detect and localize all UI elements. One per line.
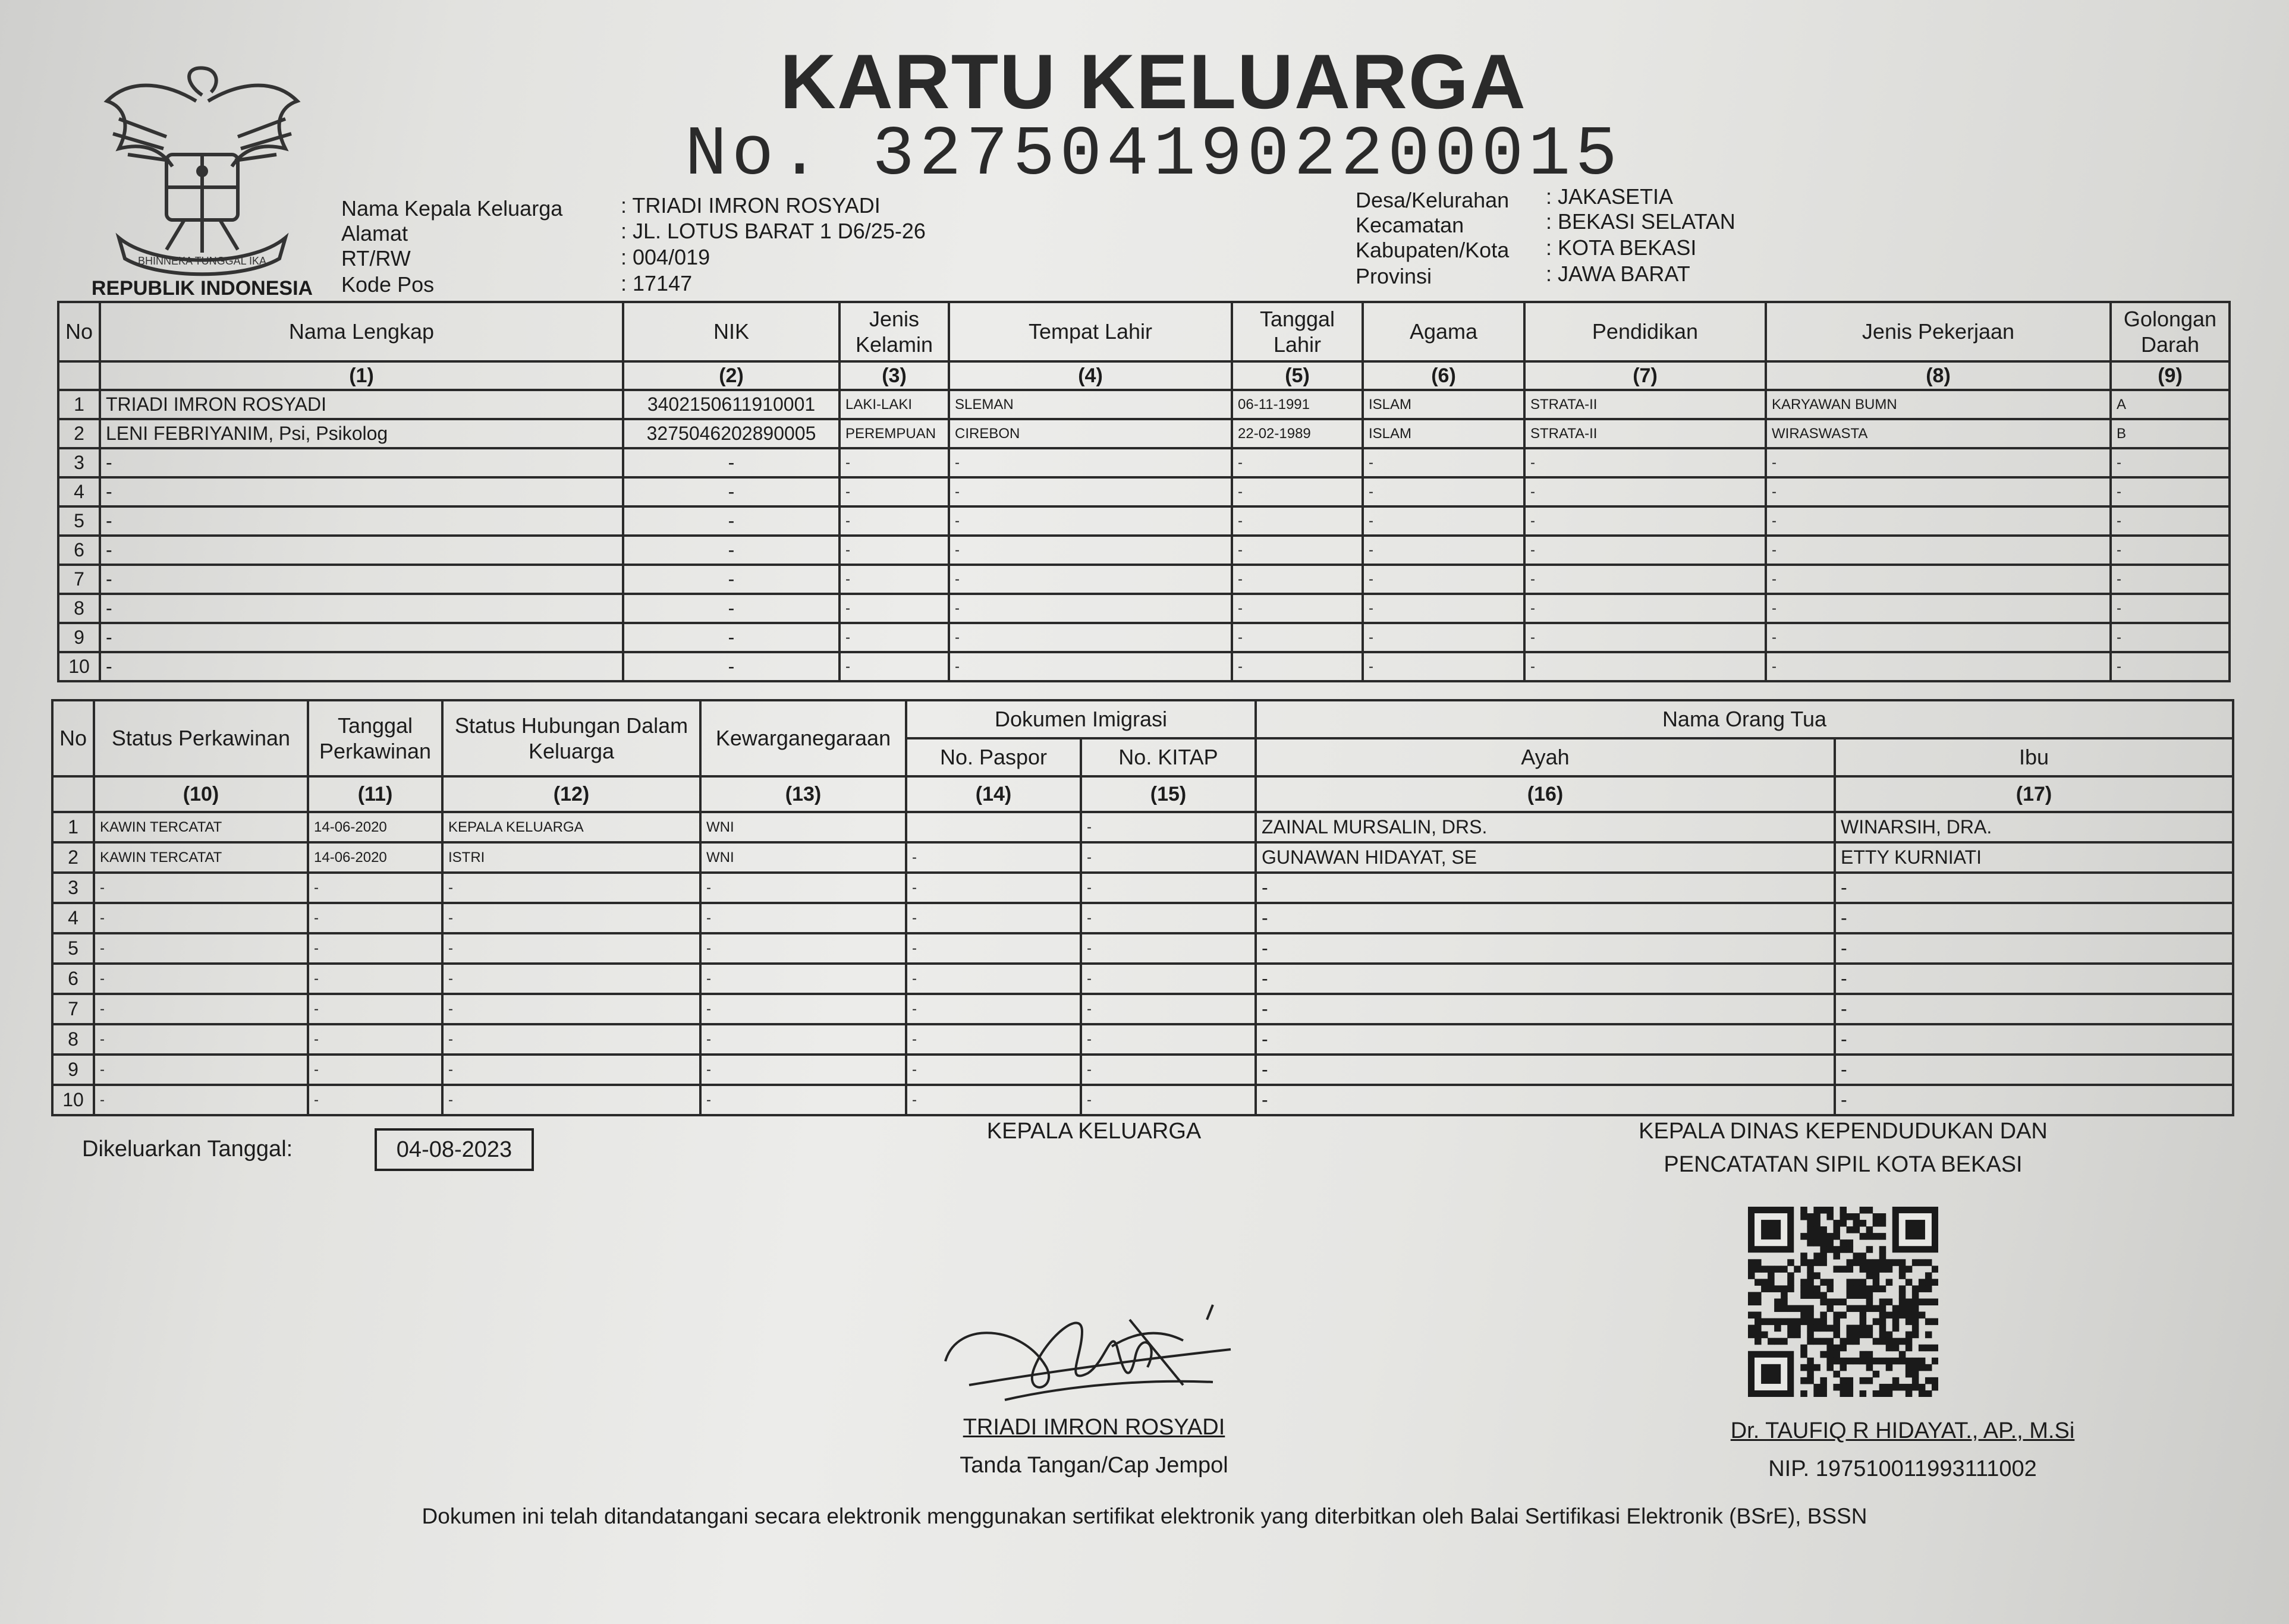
blood-type-cell: A bbox=[2111, 390, 2230, 419]
header-religion: Agama bbox=[1363, 302, 1524, 361]
column-index: (3) bbox=[839, 361, 949, 390]
table-row bbox=[58, 623, 2230, 652]
nik-cell: - bbox=[623, 536, 839, 565]
official-name: Dr. TAUFIQ R HIDAYAT., AP., M.Si bbox=[1730, 1418, 2075, 1443]
district-value: : BEKASI SELATAN bbox=[1546, 209, 1735, 234]
kitap-no-cell: - bbox=[1081, 903, 1256, 933]
birthplace-cell: - bbox=[949, 594, 1232, 623]
blood-type-cell: - bbox=[2111, 565, 2230, 594]
passport-no-cell: - bbox=[906, 1024, 1081, 1055]
header-no: No bbox=[58, 302, 100, 361]
full-name-cell: LENI FEBRIYANIM, Psi, Psikolog bbox=[100, 419, 623, 448]
birthdate-cell: - bbox=[1232, 565, 1363, 594]
mother-name-cell: - bbox=[1835, 1085, 2233, 1115]
header-marital-status: Status Perkawinan bbox=[94, 700, 308, 776]
header-marriage-date: Tanggal Perkawinan bbox=[308, 700, 442, 776]
header-mother: Ibu bbox=[1835, 738, 2233, 776]
family-relationship-cell: - bbox=[442, 903, 700, 933]
header-citizenship: Kewarganegaraan bbox=[700, 700, 906, 776]
row-number-cell: 3 bbox=[58, 448, 100, 477]
religion-cell: ISLAM bbox=[1363, 419, 1524, 448]
regency-label: Kabupaten/Kota bbox=[1356, 238, 1510, 262]
table-row bbox=[52, 873, 2233, 903]
full-name-cell: - bbox=[100, 594, 623, 623]
citizenship-cell: - bbox=[700, 964, 906, 994]
mother-name-cell: - bbox=[1835, 1024, 2233, 1055]
education-cell: - bbox=[1524, 565, 1766, 594]
header-occupation: Jenis Pekerjaan bbox=[1766, 302, 2111, 361]
occupation-cell: - bbox=[1766, 477, 2111, 506]
document-title: KARTU KELUARGA bbox=[780, 38, 1527, 125]
table-row bbox=[58, 594, 2230, 623]
education-cell: - bbox=[1524, 448, 1766, 477]
village-label: Desa/Kelurahan bbox=[1356, 188, 1510, 212]
religion-cell: - bbox=[1363, 506, 1524, 536]
father-name-cell: - bbox=[1256, 933, 1835, 964]
table-row bbox=[58, 419, 2230, 448]
birthdate-cell: - bbox=[1232, 536, 1363, 565]
header-no: No bbox=[52, 700, 94, 776]
marriage-date-cell: - bbox=[308, 964, 442, 994]
kitap-no-cell: - bbox=[1081, 842, 1256, 873]
birthplace-cell: - bbox=[949, 565, 1232, 594]
kitap-no-cell: - bbox=[1081, 1055, 1256, 1085]
passport-no-cell: - bbox=[906, 873, 1081, 903]
occupation-cell: - bbox=[1766, 448, 2111, 477]
family-relationship-cell: - bbox=[442, 933, 700, 964]
full-name-cell: - bbox=[100, 506, 623, 536]
blood-type-cell: - bbox=[2111, 623, 2230, 652]
full-name-cell: TRIADI IMRON ROSYADI bbox=[100, 390, 623, 419]
birthdate-cell: - bbox=[1232, 506, 1363, 536]
nik-cell: - bbox=[623, 506, 839, 536]
passport-no-cell: - bbox=[906, 964, 1081, 994]
family-relationship-cell: - bbox=[442, 1055, 700, 1085]
father-name-cell: - bbox=[1256, 1024, 1835, 1055]
family-relationship-cell: - bbox=[442, 964, 700, 994]
marriage-date-cell: 14-06-2020 bbox=[308, 842, 442, 873]
table-row bbox=[58, 477, 2230, 506]
birthplace-cell: SLEMAN bbox=[949, 390, 1232, 419]
column-index: (2) bbox=[623, 361, 839, 390]
kitap-no-cell: - bbox=[1081, 1024, 1256, 1055]
marriage-date-cell: - bbox=[308, 1024, 442, 1055]
full-name-cell: - bbox=[100, 477, 623, 506]
nik-cell: - bbox=[623, 448, 839, 477]
table-row bbox=[58, 652, 2230, 681]
electronic-signature-notice: Dokumen ini telah ditandatangani secara elektronik menggunakan sertifikat elektronik yang diterbitkan oleh Balai Sertifikasi Elektronik (BSrE), BSSN bbox=[422, 1504, 1867, 1528]
passport-no-cell: - bbox=[906, 933, 1081, 964]
head-of-family-label: Nama Kepala Keluarga bbox=[341, 196, 563, 221]
row-number-cell: 6 bbox=[52, 964, 94, 994]
mother-name-cell: - bbox=[1835, 873, 2233, 903]
table-row bbox=[58, 536, 2230, 565]
father-name-cell: - bbox=[1256, 964, 1835, 994]
header-parents-names: Nama Orang Tua bbox=[1256, 700, 2233, 738]
row-number-cell: 8 bbox=[58, 594, 100, 623]
education-cell: - bbox=[1524, 652, 1766, 681]
header-passport-no: No. Paspor bbox=[906, 738, 1081, 776]
family-relationship-cell: - bbox=[442, 1085, 700, 1115]
column-index: (4) bbox=[949, 361, 1232, 390]
occupation-cell: - bbox=[1766, 594, 2111, 623]
full-name-cell: - bbox=[100, 565, 623, 594]
column-index: (11) bbox=[308, 776, 442, 812]
occupation-cell: - bbox=[1766, 506, 2111, 536]
official-title-line-2: PENCATATAN SIPIL KOTA BEKASI bbox=[1664, 1152, 2023, 1177]
column-index: (14) bbox=[906, 776, 1081, 812]
table-row bbox=[58, 448, 2230, 477]
kitap-no-cell: - bbox=[1081, 964, 1256, 994]
nik-cell: - bbox=[623, 623, 839, 652]
column-index-row bbox=[52, 776, 2233, 812]
religion-cell: - bbox=[1363, 477, 1524, 506]
marriage-date-cell: - bbox=[308, 873, 442, 903]
nik-cell: - bbox=[623, 594, 839, 623]
regency-value: : KOTA BEKASI bbox=[1546, 235, 1697, 260]
mother-name-cell: - bbox=[1835, 1055, 2233, 1085]
official-title-line-1: KEPALA DINAS KEPENDUDUKAN DAN bbox=[1639, 1119, 2048, 1144]
nik-cell: - bbox=[623, 565, 839, 594]
marital-status-cell: - bbox=[94, 873, 308, 903]
column-index-row bbox=[58, 361, 2230, 390]
occupation-cell: KARYAWAN BUMN bbox=[1766, 390, 2111, 419]
nik-cell: - bbox=[623, 652, 839, 681]
column-index: (9) bbox=[2111, 361, 2230, 390]
gender-cell: - bbox=[839, 448, 949, 477]
head-of-family-signature-name: TRIADI IMRON ROSYADI bbox=[963, 1415, 1225, 1440]
index-empty bbox=[52, 776, 94, 812]
gender-cell: PEREMPUAN bbox=[839, 419, 949, 448]
full-name-cell: - bbox=[100, 623, 623, 652]
table-row bbox=[52, 994, 2233, 1024]
row-number-cell: 8 bbox=[52, 1024, 94, 1055]
column-index: (10) bbox=[94, 776, 308, 812]
birthdate-cell: 22-02-1989 bbox=[1232, 419, 1363, 448]
province-value: : JAWA BARAT bbox=[1546, 262, 1690, 286]
birthplace-cell: - bbox=[949, 448, 1232, 477]
marital-status-cell: - bbox=[94, 903, 308, 933]
education-cell: STRATA-II bbox=[1524, 419, 1766, 448]
birthplace-cell: CIREBON bbox=[949, 419, 1232, 448]
kitap-no-cell: - bbox=[1081, 812, 1256, 842]
header-immigration-documents: Dokumen Imigrasi bbox=[906, 700, 1256, 738]
kitap-no-cell: - bbox=[1081, 873, 1256, 903]
birthdate-cell: - bbox=[1232, 623, 1363, 652]
blood-type-cell: - bbox=[2111, 448, 2230, 477]
education-cell: - bbox=[1524, 594, 1766, 623]
gender-cell: - bbox=[839, 623, 949, 652]
mother-name-cell: - bbox=[1835, 933, 2233, 964]
marriage-date-cell: - bbox=[308, 933, 442, 964]
passport-no-cell: - bbox=[906, 903, 1081, 933]
religion-cell: - bbox=[1363, 594, 1524, 623]
religion-cell: ISLAM bbox=[1363, 390, 1524, 419]
gender-cell: - bbox=[839, 506, 949, 536]
row-number-cell: 1 bbox=[52, 812, 94, 842]
gender-cell: - bbox=[839, 652, 949, 681]
birthplace-cell: - bbox=[949, 506, 1232, 536]
header-gender: Jenis Kelamin bbox=[839, 302, 949, 361]
province-label: Provinsi bbox=[1356, 264, 1432, 288]
marital-status-cell: - bbox=[94, 1024, 308, 1055]
passport-no-cell: - bbox=[906, 842, 1081, 873]
gender-cell: LAKI-LAKI bbox=[839, 390, 949, 419]
rt-rw-label: RT/RW bbox=[341, 246, 411, 270]
father-name-cell: - bbox=[1256, 903, 1835, 933]
citizenship-cell: - bbox=[700, 1085, 906, 1115]
district-label: Kecamatan bbox=[1356, 213, 1464, 237]
header-nik: NIK bbox=[623, 302, 839, 361]
column-index: (1) bbox=[100, 361, 623, 390]
table-row bbox=[52, 842, 2233, 873]
nik-cell: 3402150611910001 bbox=[623, 390, 839, 419]
gender-cell: - bbox=[839, 477, 949, 506]
occupation-cell: WIRASWASTA bbox=[1766, 419, 2111, 448]
row-number-cell: 10 bbox=[52, 1085, 94, 1115]
table-row bbox=[58, 390, 2230, 419]
religion-cell: - bbox=[1363, 448, 1524, 477]
postal-code-label: Kode Pos bbox=[341, 272, 435, 297]
header-full-name: Nama Lengkap bbox=[100, 302, 623, 361]
header-blood-type: Golongan Darah bbox=[2111, 302, 2230, 361]
birthplace-cell: - bbox=[949, 652, 1232, 681]
citizenship-cell: - bbox=[700, 873, 906, 903]
emblem-motto: BHINNEKA TUNGGAL IKA bbox=[137, 255, 267, 267]
header-birthplace: Tempat Lahir bbox=[949, 302, 1232, 361]
occupation-cell: - bbox=[1766, 536, 2111, 565]
blood-type-cell: - bbox=[2111, 506, 2230, 536]
village-value: : JAKASETIA bbox=[1546, 184, 1674, 209]
full-name-cell: - bbox=[100, 652, 623, 681]
kitap-no-cell: - bbox=[1081, 1085, 1256, 1115]
birthdate-cell: - bbox=[1232, 448, 1363, 477]
marital-status-cell: KAWIN TERCATAT bbox=[94, 842, 308, 873]
signature-caption: Tanda Tangan/Cap Jempol bbox=[960, 1453, 1228, 1478]
issued-date-label: Dikeluarkan Tanggal: bbox=[82, 1137, 293, 1162]
header-birthdate: Tanggal Lahir bbox=[1232, 302, 1363, 361]
kitap-no-cell: - bbox=[1081, 994, 1256, 1024]
handwritten-signature-icon bbox=[933, 1296, 1266, 1415]
marital-status-cell: - bbox=[94, 1055, 308, 1085]
education-cell: - bbox=[1524, 536, 1766, 565]
row-number-cell: 7 bbox=[58, 565, 100, 594]
religion-cell: - bbox=[1363, 652, 1524, 681]
row-number-cell: 4 bbox=[52, 903, 94, 933]
blood-type-cell: B bbox=[2111, 419, 2230, 448]
qr-code-icon bbox=[1748, 1207, 1938, 1397]
column-index: (8) bbox=[1766, 361, 2111, 390]
table-row bbox=[52, 1055, 2233, 1085]
birthplace-cell: - bbox=[949, 623, 1232, 652]
mother-name-cell: - bbox=[1835, 994, 2233, 1024]
header-kitap-no: No. KITAP bbox=[1081, 738, 1256, 776]
family-members-table bbox=[57, 301, 2231, 682]
father-name-cell: GUNAWAN HIDAYAT, SE bbox=[1256, 842, 1835, 873]
mother-name-cell: - bbox=[1835, 964, 2233, 994]
address-label: Alamat bbox=[341, 221, 408, 246]
header-family-relationship: Status Hubungan Dalam Keluarga bbox=[442, 700, 700, 776]
passport-no-cell bbox=[906, 812, 1081, 842]
nik-cell: 3275046202890005 bbox=[623, 419, 839, 448]
citizenship-cell: - bbox=[700, 1024, 906, 1055]
father-name-cell: - bbox=[1256, 994, 1835, 1024]
family-relationship-cell: - bbox=[442, 873, 700, 903]
table-row bbox=[52, 1024, 2233, 1055]
religion-cell: - bbox=[1363, 623, 1524, 652]
education-cell: - bbox=[1524, 477, 1766, 506]
family-relationship-cell: KEPALA KELUARGA bbox=[442, 812, 700, 842]
row-number-cell: 6 bbox=[58, 536, 100, 565]
row-number-cell: 5 bbox=[52, 933, 94, 964]
postal-code-value: : 17147 bbox=[621, 271, 693, 295]
nik-cell: - bbox=[623, 477, 839, 506]
row-number-cell: 3 bbox=[52, 873, 94, 903]
citizenship-cell: WNI bbox=[700, 812, 906, 842]
full-name-cell: - bbox=[100, 448, 623, 477]
father-name-cell: ZAINAL MURSALIN, DRS. bbox=[1256, 812, 1835, 842]
birthdate-cell: 06-11-1991 bbox=[1232, 390, 1363, 419]
table-row bbox=[58, 565, 2230, 594]
column-index: (5) bbox=[1232, 361, 1363, 390]
occupation-cell: - bbox=[1766, 652, 2111, 681]
marital-status-cell: KAWIN TERCATAT bbox=[94, 812, 308, 842]
rt-rw-value: : 004/019 bbox=[621, 245, 710, 269]
republik-indonesia-label: REPUBLIK INDONESIA bbox=[91, 277, 313, 300]
row-number-cell: 4 bbox=[58, 477, 100, 506]
gender-cell: - bbox=[839, 536, 949, 565]
religion-cell: - bbox=[1363, 565, 1524, 594]
column-index: (7) bbox=[1524, 361, 1766, 390]
table-row bbox=[52, 964, 2233, 994]
family-card-number: No. 3275041902200015 bbox=[684, 116, 1623, 195]
marital-status-cell: - bbox=[94, 994, 308, 1024]
column-index: (13) bbox=[700, 776, 906, 812]
row-number-cell: 9 bbox=[58, 623, 100, 652]
official-nip: NIP. 197510011993111002 bbox=[1768, 1456, 2037, 1481]
head-of-family-title: KEPALA KELUARGA bbox=[986, 1119, 1202, 1144]
column-index: (17) bbox=[1835, 776, 2233, 812]
birthplace-cell: - bbox=[949, 477, 1232, 506]
table-row bbox=[52, 903, 2233, 933]
kitap-no-cell: - bbox=[1081, 933, 1256, 964]
garuda-emblem-icon bbox=[95, 59, 309, 285]
religion-cell: - bbox=[1363, 536, 1524, 565]
birthdate-cell: - bbox=[1232, 652, 1363, 681]
father-name-cell: - bbox=[1256, 873, 1835, 903]
index-empty bbox=[58, 361, 100, 390]
mother-name-cell: WINARSIH, DRA. bbox=[1835, 812, 2233, 842]
citizenship-cell: - bbox=[700, 994, 906, 1024]
marital-status-cell: - bbox=[94, 964, 308, 994]
gender-cell: - bbox=[839, 594, 949, 623]
table-row bbox=[52, 1085, 2233, 1115]
column-index: (15) bbox=[1081, 776, 1256, 812]
mother-name-cell: - bbox=[1835, 903, 2233, 933]
blood-type-cell: - bbox=[2111, 652, 2230, 681]
citizenship-cell: - bbox=[700, 933, 906, 964]
issued-date-value: 04-08-2023 bbox=[375, 1128, 534, 1171]
family-relationship-cell: ISTRI bbox=[442, 842, 700, 873]
family-relationship-cell: - bbox=[442, 994, 700, 1024]
birthdate-cell: - bbox=[1232, 477, 1363, 506]
row-number-cell: 1 bbox=[58, 390, 100, 419]
marriage-date-cell: - bbox=[308, 1085, 442, 1115]
marriage-date-cell: - bbox=[308, 903, 442, 933]
education-cell: - bbox=[1524, 623, 1766, 652]
table-row bbox=[52, 812, 2233, 842]
education-cell: STRATA-II bbox=[1524, 390, 1766, 419]
marital-status-cell: - bbox=[94, 1085, 308, 1115]
row-number-cell: 2 bbox=[52, 842, 94, 873]
passport-no-cell: - bbox=[906, 994, 1081, 1024]
row-number-cell: 7 bbox=[52, 994, 94, 1024]
address-value: : JL. LOTUS BARAT 1 D6/25-26 bbox=[621, 219, 926, 243]
row-number-cell: 5 bbox=[58, 506, 100, 536]
father-name-cell: - bbox=[1256, 1085, 1835, 1115]
family-relationship-cell: - bbox=[442, 1024, 700, 1055]
birthdate-cell: - bbox=[1232, 594, 1363, 623]
blood-type-cell: - bbox=[2111, 477, 2230, 506]
header-father: Ayah bbox=[1256, 738, 1835, 776]
education-cell: - bbox=[1524, 506, 1766, 536]
column-index: (12) bbox=[442, 776, 700, 812]
row-number-cell: 10 bbox=[58, 652, 100, 681]
table-row bbox=[52, 933, 2233, 964]
header-education: Pendidikan bbox=[1524, 302, 1766, 361]
passport-no-cell: - bbox=[906, 1085, 1081, 1115]
marital-status-cell: - bbox=[94, 933, 308, 964]
mother-name-cell: ETTY KURNIATI bbox=[1835, 842, 2233, 873]
birthplace-cell: - bbox=[949, 536, 1232, 565]
column-index: (6) bbox=[1363, 361, 1524, 390]
citizenship-cell: WNI bbox=[700, 842, 906, 873]
table-row bbox=[58, 506, 2230, 536]
row-number-cell: 9 bbox=[52, 1055, 94, 1085]
blood-type-cell: - bbox=[2111, 594, 2230, 623]
gender-cell: - bbox=[839, 565, 949, 594]
marriage-date-cell: - bbox=[308, 1055, 442, 1085]
family-status-table bbox=[51, 699, 2234, 1116]
head-of-family-value: : TRIADI IMRON ROSYADI bbox=[621, 193, 881, 218]
marriage-date-cell: 14-06-2020 bbox=[308, 812, 442, 842]
occupation-cell: - bbox=[1766, 565, 2111, 594]
blood-type-cell: - bbox=[2111, 536, 2230, 565]
citizenship-cell: - bbox=[700, 903, 906, 933]
passport-no-cell: - bbox=[906, 1055, 1081, 1085]
citizenship-cell: - bbox=[700, 1055, 906, 1085]
marriage-date-cell: - bbox=[308, 994, 442, 1024]
father-name-cell: - bbox=[1256, 1055, 1835, 1085]
row-number-cell: 2 bbox=[58, 419, 100, 448]
occupation-cell: - bbox=[1766, 623, 2111, 652]
full-name-cell: - bbox=[100, 536, 623, 565]
column-index: (16) bbox=[1256, 776, 1835, 812]
